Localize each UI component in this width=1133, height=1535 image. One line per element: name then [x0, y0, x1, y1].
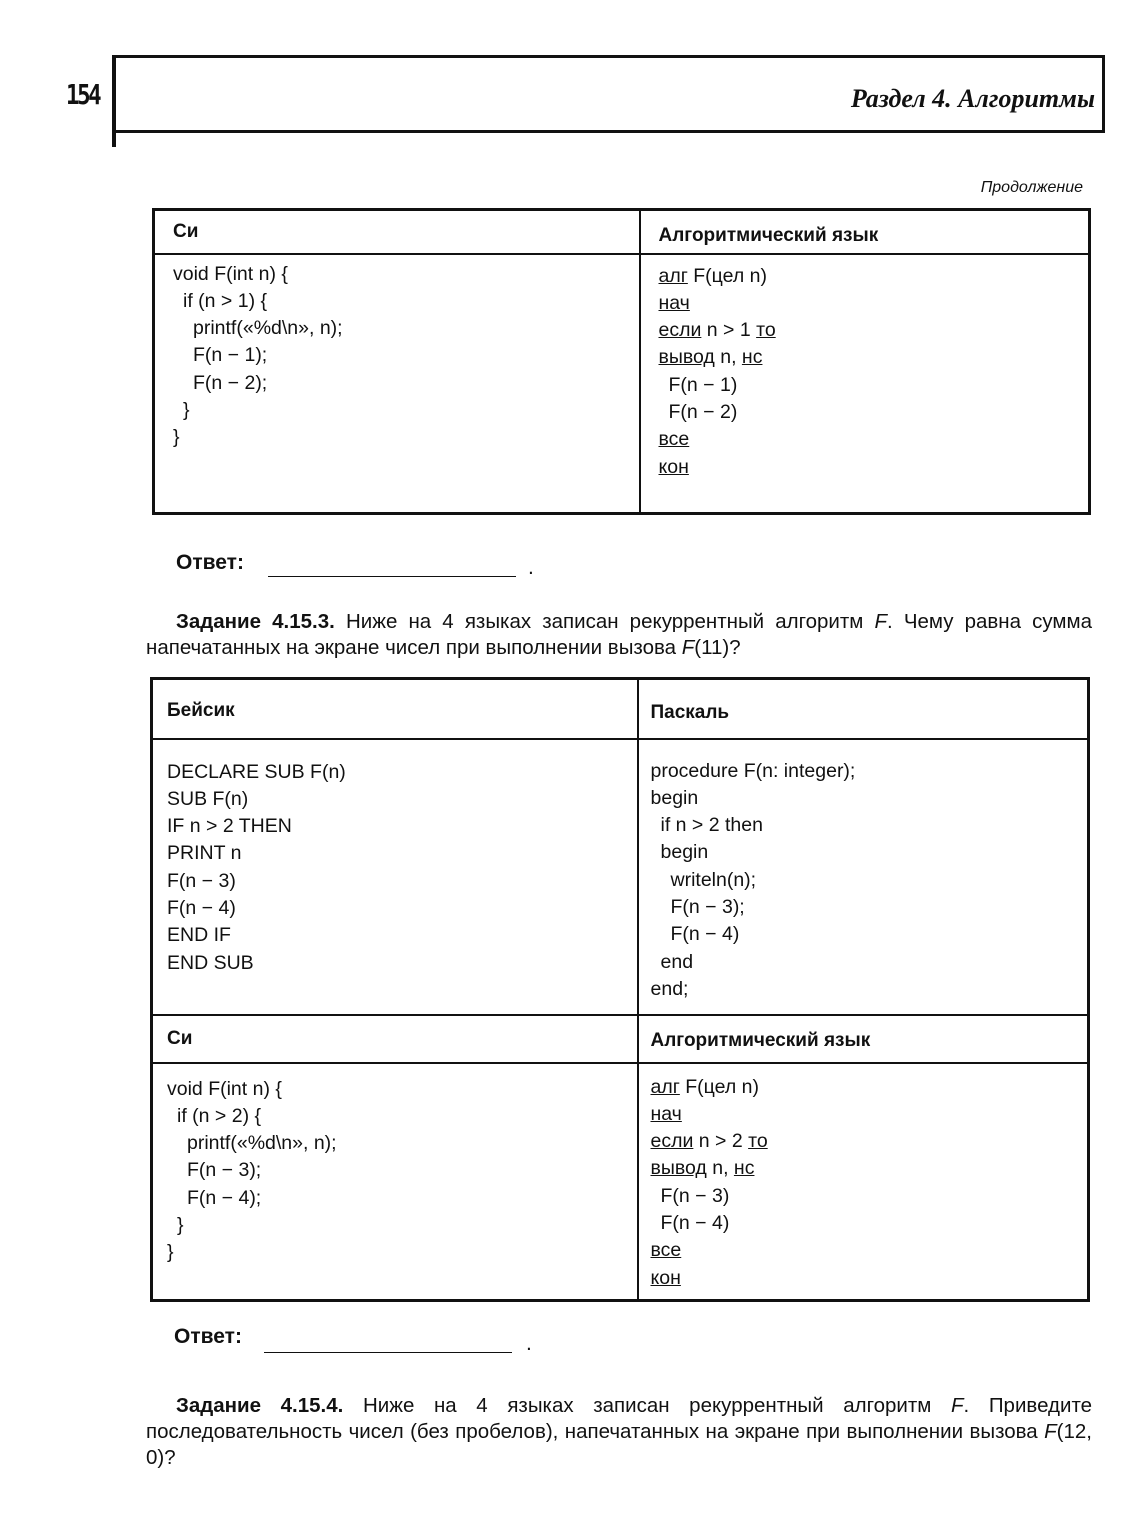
keyword: все: [658, 428, 690, 451]
keyword: то: [748, 1130, 768, 1153]
task-4-15-4: [146, 1393, 1092, 1471]
code-line: F(n − 2);: [193, 371, 268, 394]
task3-text-c: (11)?: [694, 636, 741, 659]
code-text: F(цел n): [679, 1075, 759, 1098]
answer-label-2: Ответ:: [174, 1325, 242, 1348]
code-line: [651, 1265, 1088, 1292]
table1-c-code-cell: [154, 254, 640, 514]
code-line: void F(int n) {: [167, 1077, 282, 1100]
answer-field-1[interactable]: [268, 554, 516, 577]
code-line: }: [183, 398, 190, 421]
answer-label-1: Ответ:: [176, 551, 244, 574]
table2-pascal-code: [639, 740, 1088, 1004]
code-line: F(n − 3): [167, 869, 236, 892]
keyword: если: [650, 1130, 694, 1153]
table2-c-code-cell: [152, 1063, 638, 1301]
keyword: все: [650, 1239, 682, 1262]
code-line: [651, 1074, 1088, 1101]
table2-pascal-header: Паскаль: [650, 702, 730, 723]
keyword: вывод: [650, 1157, 707, 1180]
code-line: [651, 1155, 1088, 1182]
code-line: if n > 2 then: [660, 814, 763, 837]
code-line: F(n − 4): [167, 896, 236, 919]
code-line: if (n > 1) {: [183, 289, 267, 312]
table2-basic-code: [153, 740, 637, 977]
code-line: [651, 1183, 1088, 1210]
task3-text-b: . Чему равна сумма напечатанных на экране чисел при выполнении вызова: [146, 610, 1092, 659]
code-line: }: [177, 1213, 184, 1236]
code-line: SUB F(n): [167, 787, 249, 810]
page-number: 154: [66, 78, 100, 111]
code-line: [659, 399, 1089, 426]
code-text: F(n − 3): [660, 1184, 730, 1207]
table2-basic-code-cell: [152, 739, 638, 1015]
code-line: [651, 1101, 1088, 1128]
code-line: END IF: [167, 924, 231, 947]
code-line: end: [660, 950, 694, 973]
code-line: PRINT n: [167, 842, 242, 865]
code-table-1: [152, 208, 1091, 515]
table1-algo-code: [641, 255, 1089, 481]
table2-algo-code-cell: [638, 1063, 1089, 1301]
code-line: [659, 317, 1089, 344]
code-line: }: [167, 1241, 174, 1264]
table1-c-header: Си: [173, 221, 199, 242]
code-line: [651, 1210, 1088, 1237]
table2-c-header-cell: [152, 1015, 638, 1063]
table2-algo-header-cell: [638, 1015, 1089, 1063]
table1-c-header-cell: [154, 210, 640, 254]
keyword: кон: [658, 455, 689, 478]
code-line: F(n − 3);: [670, 895, 745, 918]
keyword: то: [756, 319, 776, 342]
table1-c-code: [155, 255, 639, 452]
keyword: нс: [741, 346, 763, 369]
code-line: F(n − 1);: [193, 344, 268, 367]
table2-pascal-code-cell: [638, 739, 1089, 1015]
code-line: [659, 426, 1089, 453]
code-line: end;: [650, 977, 689, 1000]
task3-text-a: Ниже на 4 языках записан рекуррентный алгоритм: [334, 610, 875, 633]
task-4-15-3: [146, 609, 1092, 661]
task4-number: Задание 4.15.4.: [176, 1394, 344, 1417]
code-line: printf(«%d\n», n);: [187, 1132, 337, 1155]
section-title: Раздел 4. Алгоритмы: [850, 84, 1095, 113]
keyword: если: [658, 319, 702, 342]
keyword: вывод: [658, 346, 715, 369]
code-line: [651, 1128, 1088, 1155]
code-text: n > 1: [701, 319, 757, 342]
code-line: begin: [660, 841, 709, 864]
task3-number: Задание 4.15.3.: [176, 610, 335, 633]
code-line: [659, 290, 1089, 317]
keyword: алг: [658, 264, 688, 287]
code-line: [659, 454, 1089, 481]
task3-F1: F: [874, 610, 888, 633]
code-table-2: [150, 677, 1090, 1302]
table2-basic-header: Бейсик: [167, 700, 235, 721]
table1-algo-code-cell: [640, 254, 1090, 514]
keyword: нач: [650, 1102, 682, 1125]
code-line: [651, 1237, 1088, 1264]
keyword: нач: [658, 291, 690, 314]
continuation-label: Продолжение: [980, 179, 1083, 196]
code-line: F(n − 4): [670, 923, 740, 946]
code-line: procedure F(n: integer);: [650, 759, 856, 782]
task4-text-a: Ниже на 4 языках записан рекуррентный алгоритм: [343, 1394, 951, 1417]
table2-c-header: Си: [167, 1027, 193, 1049]
task4-F2: F: [1044, 1420, 1057, 1443]
code-line: [659, 263, 1089, 290]
code-line: writeln(n);: [670, 868, 757, 891]
keyword: алг: [650, 1075, 680, 1098]
code-line: }: [173, 426, 180, 449]
code-line: F(n − 3);: [187, 1159, 262, 1182]
code-line: DECLARE SUB F(n): [167, 760, 346, 783]
task4-text-b: . Приведите последовательность чисел (без пробелов), напечатанных на экране при выполнении вызова: [146, 1394, 1092, 1443]
task4-F1: F: [950, 1394, 964, 1417]
table1-algo-header: Алгоритмический язык: [658, 225, 879, 246]
code-text: n > 2: [693, 1130, 749, 1153]
code-text: F(цел n): [687, 264, 767, 287]
code-line: if (n > 2) {: [177, 1104, 261, 1127]
table1-algo-header-cell: [640, 210, 1090, 254]
table2-algo-code: [639, 1064, 1088, 1292]
code-text: F(n − 1): [668, 373, 738, 396]
table2-c-code: [153, 1064, 637, 1267]
code-text: F(n − 2): [668, 400, 738, 423]
code-line: begin: [650, 786, 699, 809]
keyword: нс: [733, 1157, 755, 1180]
code-text: n,: [706, 1157, 734, 1180]
table2-pascal-header-cell: [638, 679, 1089, 739]
header-rule: [112, 55, 116, 147]
code-line: IF n > 2 THEN: [167, 815, 292, 838]
code-line: [659, 344, 1089, 371]
answer-field-2[interactable]: [264, 1330, 512, 1353]
code-line: void F(int n) {: [173, 262, 288, 285]
code-line: printf(«%d\n», n);: [193, 317, 343, 340]
code-line: END SUB: [167, 951, 254, 974]
table2-basic-header-cell: [152, 679, 638, 739]
keyword: кон: [650, 1266, 681, 1289]
code-text: F(n − 4): [660, 1211, 730, 1234]
task3-F2: F: [681, 636, 695, 659]
answer-dot-2: .: [526, 1332, 532, 1355]
code-line: F(n − 4);: [187, 1186, 262, 1209]
code-line: [659, 372, 1089, 399]
table2-algo-header: Алгоритмический язык: [650, 1029, 871, 1051]
task4-text-c: (12, 0)?: [146, 1420, 1092, 1469]
code-text: n,: [714, 346, 742, 369]
answer-dot-1: .: [528, 556, 534, 579]
